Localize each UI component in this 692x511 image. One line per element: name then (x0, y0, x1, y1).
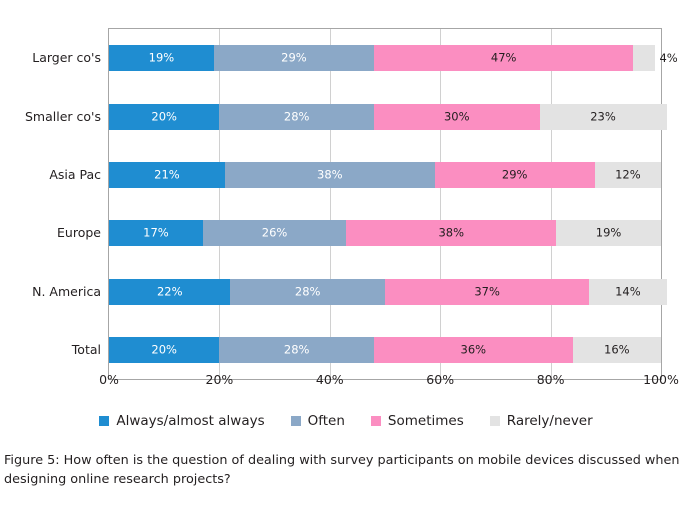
bar-segment (203, 220, 347, 246)
bar-row (109, 337, 661, 363)
gridline (330, 29, 331, 379)
legend-item[interactable] (371, 413, 464, 429)
bar-segment (109, 279, 230, 305)
bar-segment-label: 47% (490, 50, 517, 65)
bar-segment-label: 19% (595, 225, 622, 240)
bar-segment-label: 28% (283, 108, 310, 123)
bar-segment-label: 14% (615, 283, 641, 298)
bar-segment (109, 220, 203, 246)
gridline (551, 29, 552, 379)
chart-plot-area-wrapper (0, 10, 692, 400)
x-tick-label: 40% (315, 372, 344, 387)
bar-segment (109, 162, 225, 188)
bar-segment-label: 4% (659, 51, 678, 66)
bar-segment-label: 20% (151, 342, 177, 357)
chart-legend (0, 408, 692, 434)
bar-segment-label: 30% (443, 108, 470, 123)
legend-label: Sometimes (387, 413, 464, 429)
bar-segment-label: 12% (615, 167, 641, 182)
bar-segment (556, 220, 661, 246)
bar-segment (589, 279, 666, 305)
legend-item[interactable] (99, 413, 264, 429)
bar-row (109, 162, 661, 188)
bar-segment-label: 38% (317, 167, 343, 182)
bar-segment (374, 104, 540, 130)
bar-segment-label: 28% (283, 342, 310, 357)
bar-segment (435, 162, 595, 188)
category-label: Asia Pac (49, 166, 101, 182)
category-label: Total (71, 341, 101, 357)
bar-segment (109, 104, 219, 130)
bar-segment (540, 104, 667, 130)
bar-segment (109, 45, 214, 71)
bar-row (109, 104, 661, 130)
bar-segment (230, 279, 385, 305)
bar-segment (219, 337, 374, 363)
legend-label: Always/almost always (116, 413, 265, 429)
legend-swatch-icon (291, 416, 301, 426)
bar-segment (374, 45, 633, 71)
x-tick-label: 60% (426, 372, 455, 387)
legend-label: Often (307, 413, 345, 429)
bar-segment-label: 17% (143, 225, 169, 240)
bar-segment (385, 279, 589, 305)
bar-segment (214, 45, 374, 71)
bar-segment-label: 19% (148, 50, 175, 65)
bar-segment-label: 29% (501, 167, 528, 182)
gridline (219, 29, 220, 379)
bar-row (109, 45, 678, 71)
gridline (440, 29, 441, 379)
figure-caption: Figure 5: How often is the question of dealing with survey participants on mobile devices discussed when designing online research projects? (4, 453, 680, 487)
legend-item[interactable] (490, 413, 593, 429)
bar-segment (219, 104, 374, 130)
bar-segment-label: 21% (154, 167, 180, 182)
x-tick-label: 80% (536, 372, 565, 387)
bar-segment (633, 45, 655, 71)
bar-segment-label: 28% (294, 283, 321, 298)
x-tick-label: 0% (99, 372, 119, 387)
bar-segment-label: 37% (474, 283, 500, 298)
bar-row (109, 220, 661, 246)
x-tick-label: 20% (205, 372, 234, 387)
bar-segment-label: 23% (590, 108, 616, 123)
bar-segment-label: 38% (438, 225, 465, 240)
legend-swatch-icon (371, 416, 381, 426)
bar-segment-label: 20% (151, 108, 177, 123)
legend-item[interactable] (291, 413, 345, 429)
legend-swatch-icon (490, 416, 500, 426)
bar-segment (346, 220, 556, 246)
category-axis-labels (0, 28, 101, 380)
bar-segment-label: 22% (156, 283, 183, 298)
category-label: Larger co's (32, 50, 101, 66)
legend-swatch-icon (99, 416, 109, 426)
category-label: Smaller co's (25, 108, 101, 124)
bar-row (109, 279, 661, 305)
bar-segment (573, 337, 661, 363)
bar-segment-label: 36% (460, 342, 487, 357)
bar-segment (225, 162, 435, 188)
bar-segment (109, 337, 219, 363)
bar-segment-label: 26% (261, 225, 288, 240)
legend-label: Rarely/never (506, 413, 593, 429)
bar-segment-label: 29% (281, 50, 307, 65)
bar-segment-label: 16% (604, 342, 630, 357)
x-tick-label: 100% (643, 372, 679, 387)
bar-segment (595, 162, 661, 188)
bar-segment (374, 337, 573, 363)
category-label: Europe (57, 225, 101, 241)
category-label: N. America (32, 283, 101, 299)
x-axis-tick-labels (99, 372, 679, 392)
